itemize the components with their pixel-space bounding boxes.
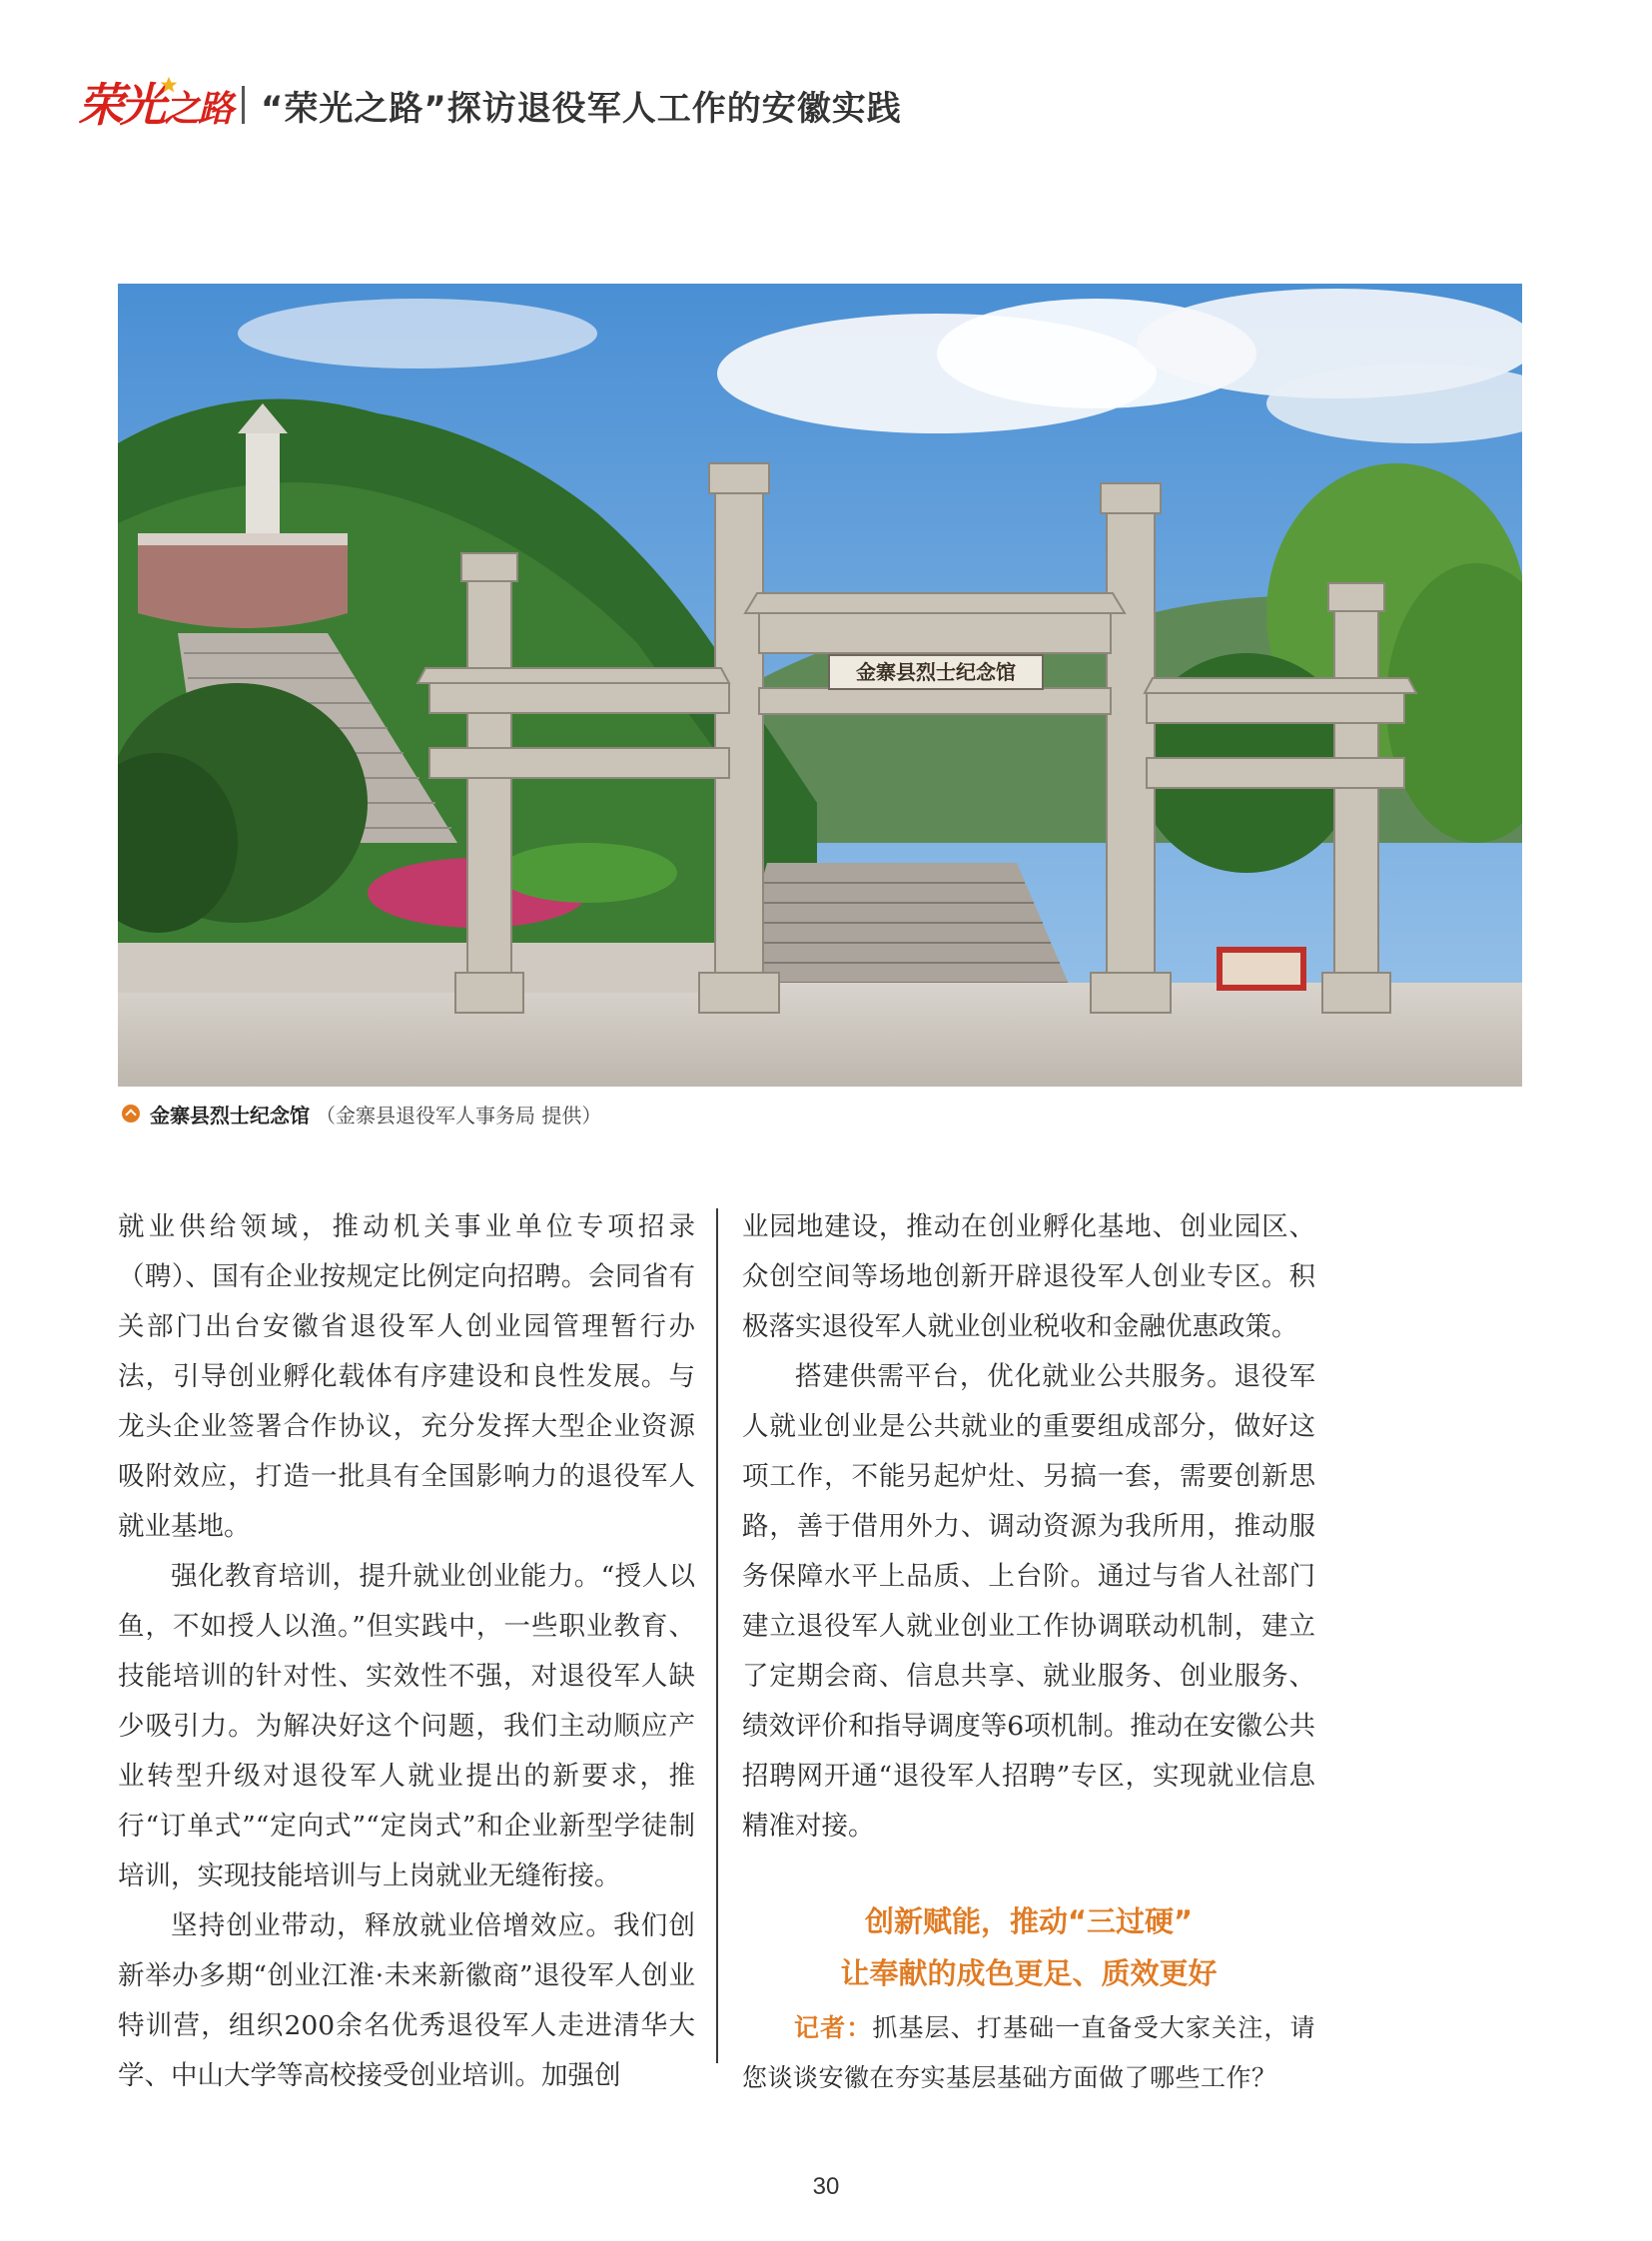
page-number: 30 bbox=[812, 2173, 840, 2200]
paragraph: 就业供给领域，推动机关事业单位专项招录（聘）、国有企业按规定比例定向招聘。会同省有关部门出台安徽省退役军人创业园管理暂行办法，引导创业孵化载体有序建设和良性发展。与龙头企业签署合作协议，充分发挥大型企业资源吸附效应，打造一批具有全国影响力的退役军人就业基地。 bbox=[118, 1211, 695, 1542]
section-title: “荣光之路”探访退役军人工作的安徽实践 bbox=[261, 88, 902, 129]
paragraph: 强化教育培训，提升就业创业能力。“授人以鱼，不如授人以渔。”但实践中，一些职业教育、技能培训的针对性、实效性不强，对退役军人缺少吸引力。为解决好这个问题，我们主动顺应产业转型升级对退役军人就业提出的新要求，推行“订单式”“定向式”“定岗式”和企业新型学徒制培训，实现技能培训与上岗就业无缝衔接。 bbox=[118, 1561, 695, 1891]
paragraph: 坚持创业带动，释放就业倍增效应。我们创新举办多期“创业江淮·未来新徽商”退役军人创业特训营，组织200余名优秀退役军人走进清华大学、中山大学等高校接受创业培训。加强创 bbox=[118, 1910, 695, 2091]
memorial-gate-illustration bbox=[118, 284, 1522, 1087]
subheading-line-2: 让奉献的成色更足、质效更好 bbox=[840, 1956, 1218, 1990]
plaque-text: 金寨县烈士纪念馆 bbox=[856, 660, 1016, 684]
photo-caption bbox=[122, 1099, 601, 1128]
question-text: 抓基层、打基础一直备受大家关注，请您谈谈安徽在夯实基层基础方面做了哪些工作？ bbox=[742, 2013, 1315, 2092]
logo-main-text: 荣光 bbox=[78, 78, 162, 132]
magazine-logo bbox=[78, 78, 233, 132]
column-divider bbox=[716, 1208, 718, 2063]
caption-title: 金寨县烈士纪念馆 bbox=[150, 1103, 310, 1127]
subheading-line-1: 创新赋能，推动“三过硬” bbox=[864, 1904, 1194, 1938]
paragraph: 业园地建设，推动在创业孵化基地、创业园区、众创空间等场地创新开辟退役军人创业专区。积极落实退役军人就业创业税收和金融优惠政策。 bbox=[742, 1211, 1315, 1342]
caption-credit: （金寨县退役军人事务局 提供） bbox=[316, 1103, 602, 1127]
logo-sub-text: 之路 bbox=[164, 89, 233, 130]
chevron-up-icon bbox=[122, 1105, 140, 1122]
section-subheading bbox=[742, 1895, 1315, 1999]
memorial-photo bbox=[118, 284, 1522, 1087]
star-icon bbox=[160, 76, 178, 94]
interview-question bbox=[742, 2003, 1315, 2103]
interviewer-label: 记者： bbox=[794, 2013, 873, 2042]
left-column bbox=[118, 1202, 695, 2101]
header-divider bbox=[242, 86, 245, 124]
right-column bbox=[742, 1202, 1315, 1852]
page-header bbox=[78, 70, 902, 140]
paragraph: 搭建供需平台，优化就业公共服务。退役军人就业创业是公共就业的重要组成部分，做好这项工作，不能另起炉灶、另搞一套，需要创新思路，善于借用外力、调动资源为我所用，推动服务保障水平上品质、上台阶。通过与省人社部门建立退役军人就业创业工作协调联动机制，建立了定期会商、信息共享、就业服务、创业服务、绩效评价和指导调度等6项机制。推动在安徽公共招聘网开通“退役军人招聘”专区，实现就业信息精准对接。 bbox=[742, 1361, 1315, 1842]
